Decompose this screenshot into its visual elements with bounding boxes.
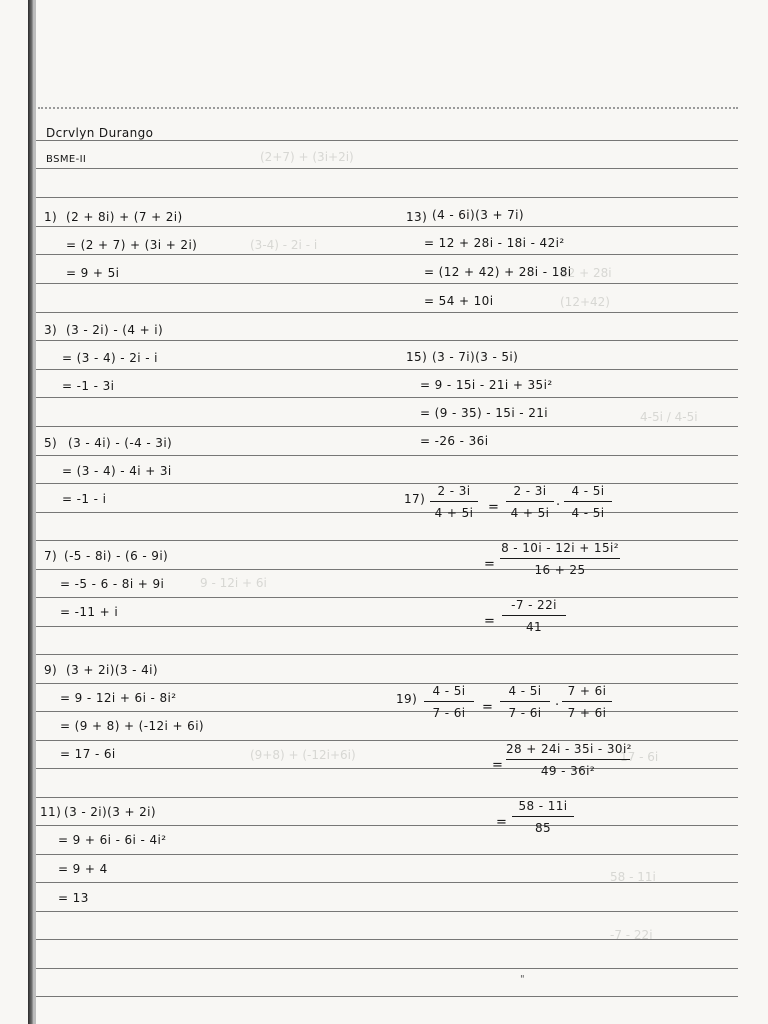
bleed-through-text: -7 - 22i — [610, 928, 653, 942]
equals-sign: = — [484, 557, 495, 572]
fraction-denominator: 85 — [534, 821, 552, 835]
bleed-through-text: 4-5i / 4-5i — [640, 410, 698, 424]
problem-15-step-1: = 9 - 15i - 21i + 35i² — [420, 378, 553, 392]
problem-1-number: 1) — [44, 210, 58, 224]
perforation-line — [38, 107, 738, 109]
problem-17-answer-fraction — [502, 598, 566, 634]
ruled-line — [36, 683, 738, 684]
ruled-line — [36, 254, 738, 255]
ruled-line — [36, 197, 738, 198]
fraction-bar — [500, 701, 550, 702]
problem-13-step-1: = 12 + 28i - 18i - 42i² — [424, 236, 565, 250]
bleed-through-text: 9 - 12i + 6i — [200, 576, 267, 590]
problem-1-answer: = 9 + 5i — [66, 266, 120, 280]
student-name: Dcrvlyn Durango — [46, 126, 154, 140]
fraction-bar — [424, 701, 474, 702]
problem-1-step-1: = (2 + 7) + (3i + 2i) — [66, 238, 198, 252]
ruled-line — [36, 483, 738, 484]
ruled-line — [36, 312, 738, 313]
equals-sign: = — [482, 700, 493, 715]
bleed-through-text: (12+42) — [560, 295, 610, 309]
fraction-numerator: 7 + 6i — [567, 684, 607, 698]
fraction-numerator: 2 - 3i — [437, 484, 471, 498]
ruled-line — [36, 768, 738, 769]
bleed-through-text: 58 - 11i — [610, 870, 656, 884]
problem-19-question-fraction — [424, 684, 474, 720]
problem-3-question: (3 - 2i) - (4 + i) — [66, 323, 164, 337]
equals-sign: = — [492, 758, 503, 773]
fraction-numerator: 4 - 5i — [432, 684, 466, 698]
pencil-mark: " — [520, 974, 525, 985]
bleed-through-text: 17 - 6i — [620, 750, 659, 764]
ruled-line — [36, 340, 738, 341]
ruled-line — [36, 654, 738, 655]
ruled-line — [36, 911, 738, 912]
fraction-denominator: 7 + 6i — [567, 706, 607, 720]
problem-13-step-2: = (12 + 42) + 28i - 18i — [424, 265, 572, 279]
fraction-denominator: 4 + 5i — [434, 506, 474, 520]
problem-5-answer: = -1 - i — [62, 492, 107, 506]
problem-7-answer: = -11 + i — [60, 605, 119, 619]
problem-17-number: 17) — [404, 492, 426, 506]
ruled-line — [36, 597, 738, 598]
fraction-denominator: 7 - 6i — [432, 706, 466, 720]
problem-17-step-1-fraction — [500, 541, 620, 577]
ruled-line — [36, 740, 738, 741]
equals-sign: = — [484, 614, 495, 629]
fraction-bar — [564, 501, 612, 502]
fraction-numerator: 28 + 24i - 35i - 30i² — [506, 742, 632, 756]
bleed-through-text: (9+8) + (-12i+6i) — [250, 748, 356, 762]
problem-9-step-2: = (9 + 8) + (-12i + 6i) — [60, 719, 205, 733]
fraction-denominator: 49 - 36i² — [540, 764, 596, 778]
ruled-line — [36, 426, 738, 427]
fraction-bar — [506, 759, 630, 760]
fraction-bar — [562, 701, 612, 702]
problem-7-question: (-5 - 8i) - (6 - 9i) — [64, 549, 169, 563]
fraction-numerator: 2 - 3i — [513, 484, 547, 498]
fraction-bar — [500, 558, 620, 559]
fraction-numerator: 58 - 11i — [518, 799, 568, 813]
problem-17-multiplier-left — [506, 484, 554, 520]
problem-11-step-2: = 9 + 4 — [58, 862, 108, 876]
problem-19-multiplier-right — [562, 684, 612, 720]
ruled-line — [36, 140, 738, 141]
fraction-bar — [506, 501, 554, 502]
ruled-line — [36, 369, 738, 370]
problem-9-number: 9) — [44, 663, 58, 677]
ruled-line — [36, 397, 738, 398]
ruled-line — [36, 168, 738, 169]
problem-15-number: 15) — [406, 350, 428, 364]
problem-3-answer: = -1 - 3i — [62, 379, 115, 393]
problem-17-multiplier-right — [564, 484, 612, 520]
problem-11-number: 11) — [40, 805, 62, 819]
problem-7-number: 7) — [44, 549, 58, 563]
problem-13-number: 13) — [406, 210, 428, 224]
fraction-denominator: 7 - 6i — [508, 706, 542, 720]
ruled-line — [36, 226, 738, 227]
fraction-denominator: 4 - 5i — [571, 506, 605, 520]
bleed-through-text: 12 + 28i — [560, 266, 612, 280]
ruled-line — [36, 711, 738, 712]
fraction-numerator: 8 - 10i - 12i + 15i² — [501, 541, 619, 555]
ruled-line — [36, 512, 738, 513]
ruled-line — [36, 996, 738, 997]
problem-11-step-1: = 9 + 6i - 6i - 4i² — [58, 833, 167, 847]
problem-13-answer: = 54 + 10i — [424, 294, 494, 308]
multiply-dot: · — [555, 698, 560, 713]
fraction-numerator: 4 - 5i — [508, 684, 542, 698]
ruled-line — [36, 626, 738, 627]
fraction-denominator: 16 + 25 — [534, 563, 586, 577]
problem-9-question: (3 + 2i)(3 - 4i) — [66, 663, 158, 677]
problem-3-step-1: = (3 - 4) - 2i - i — [62, 351, 158, 365]
equals-sign: = — [496, 815, 507, 830]
problem-7-step-1: = -5 - 6 - 8i + 9i — [60, 577, 165, 591]
problem-5-question: (3 - 4i) - (-4 - 3i) — [68, 436, 173, 450]
ruled-line — [36, 854, 738, 855]
problem-9-step-1: = 9 - 12i + 6i - 8i² — [60, 691, 177, 705]
fraction-numerator: 4 - 5i — [571, 484, 605, 498]
ruled-line — [36, 797, 738, 798]
problem-19-answer-fraction — [512, 799, 574, 835]
problem-3-number: 3) — [44, 323, 58, 337]
fraction-bar — [430, 501, 478, 502]
problem-13-question: (4 - 6i)(3 + 7i) — [432, 208, 524, 222]
problem-1-question: (2 + 8i) + (7 + 2i) — [66, 210, 183, 224]
course-section: BSME-II — [46, 154, 87, 165]
ruled-line — [36, 825, 738, 826]
ruled-line — [36, 540, 738, 541]
multiply-dot: · — [556, 498, 561, 513]
problem-15-question: (3 - 7i)(3 - 5i) — [432, 350, 519, 364]
fraction-numerator: -7 - 22i — [511, 598, 557, 612]
problem-5-number: 5) — [44, 436, 58, 450]
problem-11-answer: = 13 — [58, 891, 89, 905]
problem-15-step-2: = (9 - 35) - 15i - 21i — [420, 406, 549, 420]
ruled-line — [36, 569, 738, 570]
problem-19-multiplier-left — [500, 684, 550, 720]
problem-9-answer: = 17 - 6i — [60, 747, 116, 761]
problem-11-question: (3 - 2i)(3 + 2i) — [64, 805, 156, 819]
bleed-through-text: (3-4) - 2i - i — [250, 238, 318, 252]
ruled-line — [36, 968, 738, 969]
problem-5-step-1: = (3 - 4) - 4i + 3i — [62, 464, 172, 478]
problem-19-number: 19) — [396, 692, 418, 706]
problem-19-step-1-fraction — [506, 742, 630, 778]
equals-sign: = — [488, 500, 499, 515]
problem-15-answer: = -26 - 36i — [420, 434, 489, 448]
problem-17-question-fraction — [430, 484, 478, 520]
fraction-bar — [502, 615, 566, 616]
ruled-line — [36, 455, 738, 456]
fraction-denominator: 41 — [525, 620, 543, 634]
ruled-line — [36, 283, 738, 284]
fraction-denominator: 4 + 5i — [510, 506, 550, 520]
fraction-bar — [512, 816, 574, 817]
bleed-through-text: (2+7) + (3i+2i) — [260, 150, 354, 164]
